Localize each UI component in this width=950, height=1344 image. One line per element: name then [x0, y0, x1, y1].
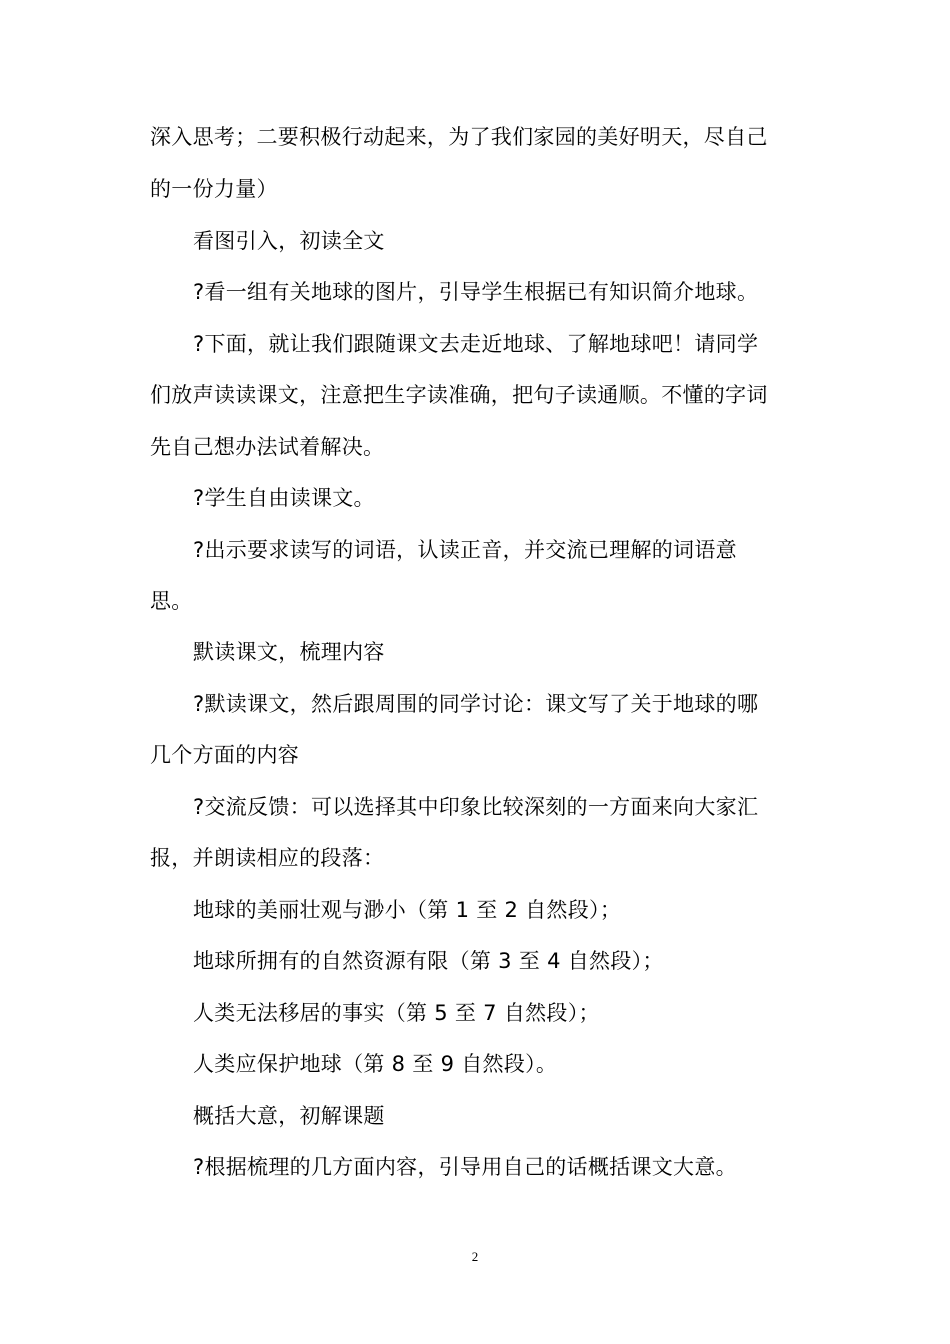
list-item: 地球的美丽壮观与渺小（第 1 至 2 自然段）；: [193, 898, 622, 922]
list-item: 人类无法移居的事实（第 5 至 7 自然段）；: [193, 1001, 600, 1025]
paragraph-line: 深入思考；二要积极行动起来，为了我们家园的美好明天，尽自己: [150, 125, 768, 149]
paragraph-line: ?看一组有关地球的图片，引导学生根据已有知识简介地球。: [193, 280, 759, 304]
list-item: 人类应保护地球（第 8 至 9 自然段）。: [193, 1052, 558, 1076]
paragraph-line: ?学生自由读课文。: [193, 486, 375, 510]
paragraph-line: 先自己想办法试着解决。: [150, 435, 385, 459]
section-heading: 默读课文，梳理内容: [193, 640, 385, 664]
paragraph-line: ?交流反馈：可以选择其中印象比较深刻的一方面来向大家汇: [193, 795, 759, 819]
paragraph-line: 们放声读读课文，注意把生字读准确，把句子读通顺。不懂的字词: [150, 383, 768, 407]
paragraph-line: ?默读课文，然后跟周围的同学讨论：课文写了关于地球的哪: [193, 692, 759, 716]
list-item: 地球所拥有的自然资源有限（第 3 至 4 自然段）；: [193, 949, 664, 973]
section-heading: 概括大意，初解课题: [193, 1104, 385, 1128]
paragraph-line: ?下面，就让我们跟随课文去走近地球、了解地球吧！请同学: [193, 332, 759, 356]
paragraph-line: ?出示要求读写的词语，认读正音，并交流已理解的词语意: [193, 538, 737, 562]
paragraph-line: 的一份力量）: [150, 177, 278, 201]
paragraph-line: 报，并朗读相应的段落：: [150, 846, 385, 870]
paragraph-line: 几个方面的内容: [150, 743, 300, 767]
paragraph-line: ?根据梳理的几方面内容，引导用自己的话概括课文大意。: [193, 1155, 737, 1179]
paragraph-line: 思。: [150, 589, 193, 613]
page-number: 2: [471, 1249, 479, 1264]
section-heading: 看图引入，初读全文: [193, 229, 385, 253]
